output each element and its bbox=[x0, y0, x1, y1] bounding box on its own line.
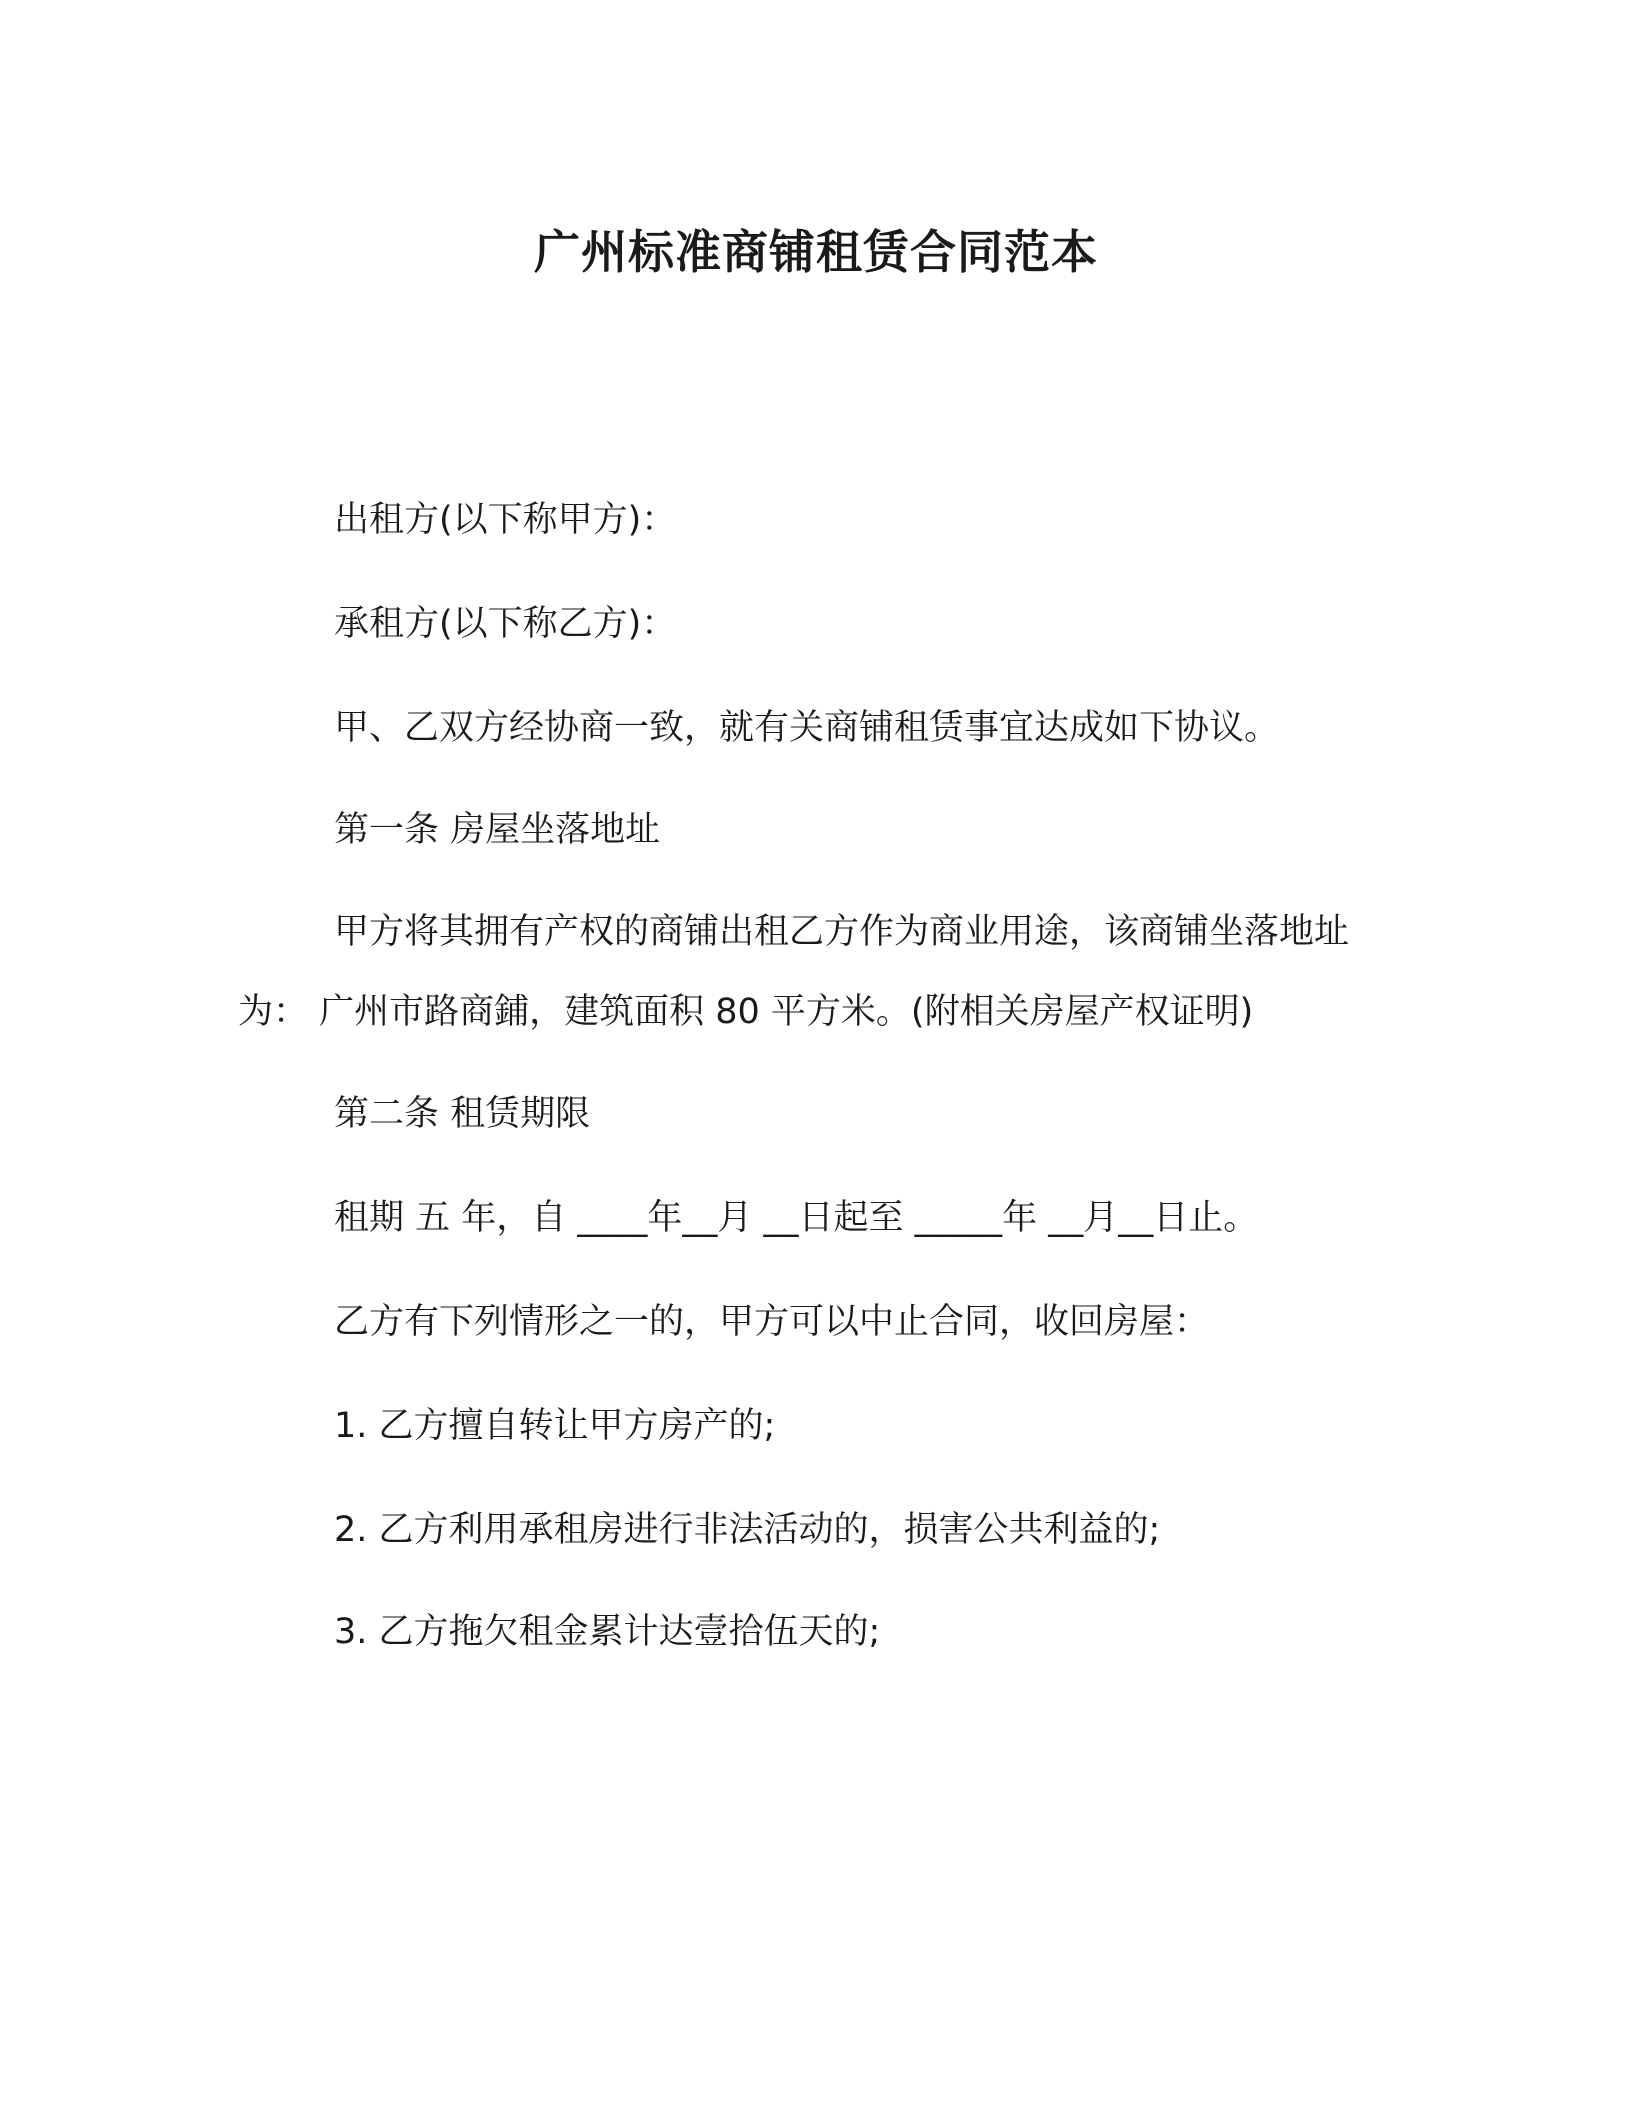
condition-item-2: 2. 乙方利用承租房进行非法活动的，损害公共利益的; bbox=[334, 1510, 1161, 1550]
lease-term-line: 租期 五 年，自 ____年__月 __日起至 _____年 __月__日止。 bbox=[334, 1198, 1259, 1238]
termination-intro: 乙方有下列情形之一的，甲方可以中止合同，收回房屋： bbox=[334, 1302, 1210, 1342]
lessor-line: 出租方(以下称甲方)： bbox=[334, 500, 677, 540]
document-title: 广州标准商铺租赁合同范本 bbox=[534, 225, 1098, 279]
article-1-heading: 第一条 房屋坐落地址 bbox=[334, 810, 661, 850]
article-2-heading: 第二条 租赁期限 bbox=[334, 1094, 591, 1134]
article-1-body: 甲方将其拥有产权的商铺出租乙方作为商业用途，该商铺坐落地址为： 广州市路商鋪，建筑面积 80 平方米。(附相关房屋产权证明) bbox=[238, 912, 1350, 1032]
intro-paragraph: 甲、乙双方经协商一致，就有关商铺租赁事宜达成如下协议。 bbox=[334, 708, 1280, 748]
condition-item-3: 3. 乙方拖欠租金累计达壹拾伍天的; bbox=[334, 1612, 881, 1652]
condition-item-1: 1. 乙方擅自转让甲方房产的; bbox=[334, 1406, 776, 1446]
lessee-line: 承租方(以下称乙方)： bbox=[334, 604, 677, 644]
